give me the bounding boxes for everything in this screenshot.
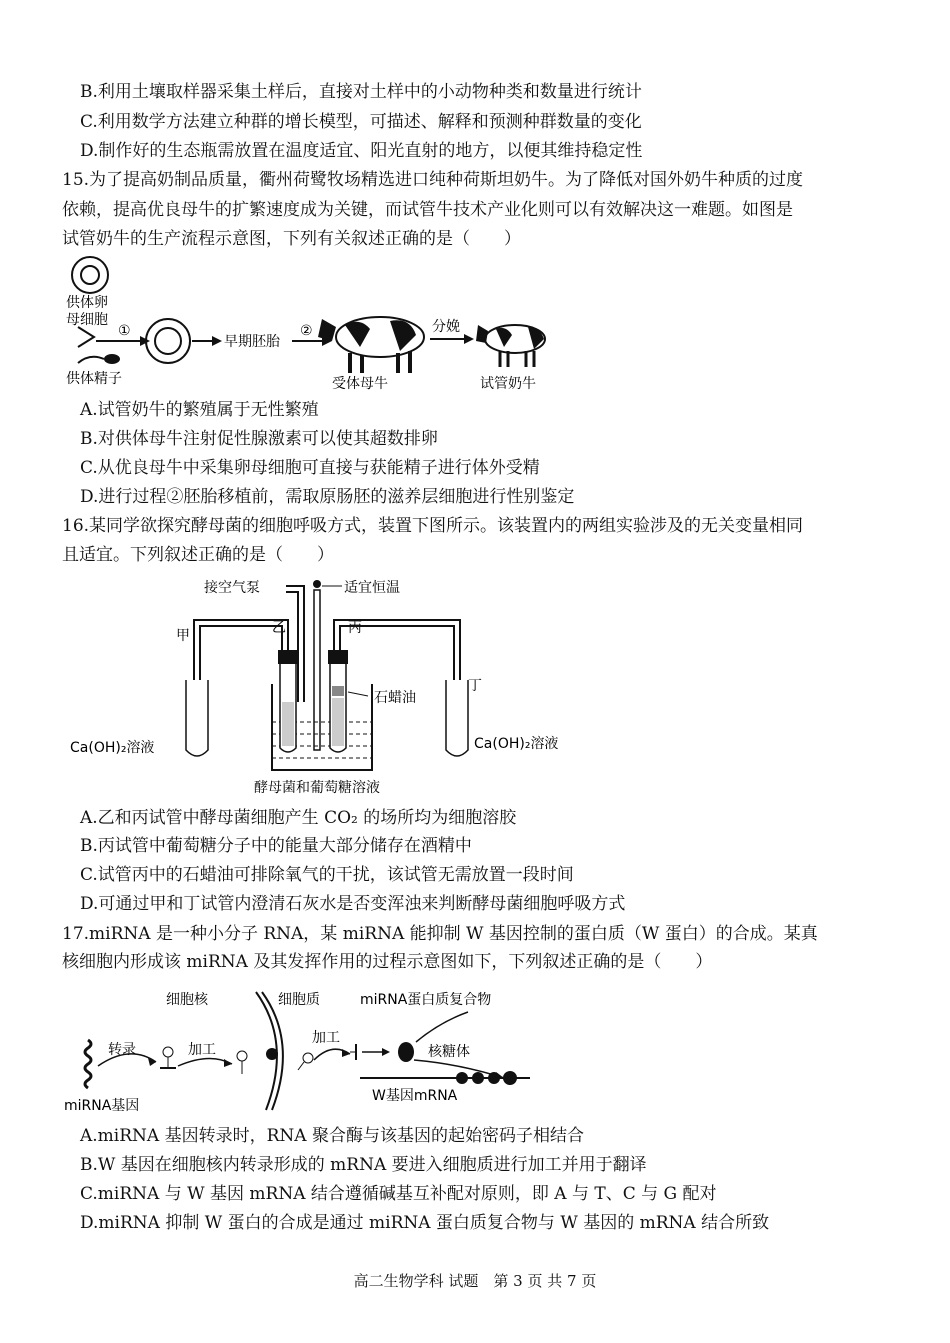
q16-option-b: B.丙试管中葡萄糖分子中的能量大部分储存在酒精中 bbox=[80, 836, 472, 856]
label-donor-egg: 供体卵 bbox=[66, 295, 108, 311]
label-ding: 丁 bbox=[468, 678, 482, 694]
label-ribosome: 核糖体 bbox=[428, 1044, 470, 1060]
label-step1: ① bbox=[118, 323, 131, 339]
recipient-cow-icon bbox=[318, 317, 424, 373]
q16-option-a: A.乙和丙试管中酵母菌细胞产生 CO₂ 的场所均为细胞溶胶 bbox=[80, 808, 517, 828]
label-processing-2: 加工 bbox=[312, 1030, 340, 1046]
label-nucleus: 细胞核 bbox=[166, 992, 208, 1008]
stopper-yi bbox=[278, 650, 298, 664]
label-recipient-cow: 受体母牛 bbox=[332, 376, 388, 392]
q15-option-c: C.从优良母牛中采集卵母细胞可直接与获能精子进行体外受精 bbox=[80, 458, 540, 478]
q15-stem-line2: 依赖，提高优良母牛的扩繁速度成为关键，而试管牛技术产业化则可以有效解决这一难题。如图是 bbox=[62, 200, 793, 220]
label-limewater-left: Ca(OH)₂溶液 bbox=[70, 740, 155, 756]
q16-stem-line1: 16.某同学欲探究酵母菌的细胞呼吸方式，装置下图所示。该装置内的两组实验涉及的无关变量相同 bbox=[62, 516, 804, 536]
stopper-bing bbox=[328, 650, 348, 664]
label-w-mrna: W基因mRNA bbox=[372, 1088, 458, 1104]
yeast-respiration-apparatus bbox=[66, 572, 596, 800]
label-donor-egg2: 母细胞 bbox=[66, 312, 108, 328]
label-air-pump: 接空气泵 bbox=[204, 580, 260, 596]
ribosome-icon bbox=[456, 1072, 468, 1084]
label-processing-1: 加工 bbox=[188, 1042, 216, 1058]
sperm-icon bbox=[78, 354, 120, 364]
q17-stem-line1: 17.miRNA 是一种小分子 RNA，某 miRNA 能抑制 W 基因控制的蛋白质（W 蛋白）的合成。某真 bbox=[62, 924, 818, 944]
q17-option-b: B.W 基因在细胞核内转录形成的 mRNA 要进入细胞质进行加工并用于翻译 bbox=[80, 1155, 647, 1175]
dna-helix-icon bbox=[85, 1040, 91, 1088]
label-test-tube-calf: 试管奶牛 bbox=[480, 376, 536, 392]
mirna-complex-icon bbox=[398, 1042, 414, 1062]
label-paraffin-oil: 石蜡油 bbox=[374, 690, 416, 706]
label-transcription: 转录 bbox=[108, 1042, 136, 1058]
ivf-cow-diagram bbox=[60, 255, 560, 395]
q17-option-d: D.miRNA 抑制 W 蛋白的合成是通过 miRNA 蛋白质复合物与 W 基因的 mRNA 结合所致 bbox=[80, 1213, 770, 1233]
q17-option-a: A.miRNA 基因转录时，RNA 聚合酶与该基因的起始密码子相结合 bbox=[80, 1126, 584, 1146]
zygote-icon bbox=[146, 319, 190, 363]
label-donor-sperm: 供体精子 bbox=[66, 371, 122, 387]
label-constant-temp: 适宜恒温 bbox=[344, 580, 400, 596]
q14-option-d: D.制作好的生态瓶需放置在温度适宜、阳光直射的地方，以便其维持稳定性 bbox=[80, 141, 643, 161]
label-early-embryo: 早期胚胎 bbox=[224, 334, 280, 350]
q15-option-d: D.进行过程②胚胎移植前，需取原肠胚的滋养层细胞进行性别鉴定 bbox=[80, 487, 575, 507]
tube-ding bbox=[446, 680, 468, 756]
q16-option-d: D.可通过甲和丁试管内澄清石灰水是否变浑浊来判断酵母菌细胞呼吸方式 bbox=[80, 894, 626, 914]
q15-option-a: A.试管奶牛的繁殖属于无性繁殖 bbox=[80, 400, 319, 420]
label-yi: 乙 bbox=[272, 620, 286, 636]
label-jia: 甲 bbox=[176, 628, 190, 644]
q15-option-b: B.对供体母牛注射促性腺激素可以使其超数排卵 bbox=[80, 429, 438, 449]
q17-stem-line2: 核细胞内形成该 miRNA 及其发挥作用的过程示意图如下，下列叙述正确的是（ ） bbox=[62, 952, 713, 972]
q17-option-c: C.miRNA 与 W 基因 mRNA 结合遵循碱基互补配对原则，即 A 与 T、C 与 G 配对 bbox=[80, 1184, 717, 1204]
label-step2: ② bbox=[300, 323, 313, 339]
q16-stem-line2: 且适宜。下列叙述正确的是（ ） bbox=[62, 545, 334, 565]
page-footer: 高二生物学科 试题 第 3 页 共 7 页 bbox=[353, 1272, 597, 1290]
label-mirna-complex: miRNA蛋白质复合物 bbox=[360, 992, 492, 1008]
q16-option-c: C.试管丙中的石蜡油可排除氧气的干扰，该试管无需放置一段时间 bbox=[80, 865, 574, 885]
oocyte-icon bbox=[72, 257, 108, 293]
label-yeast-glucose: 酵母菌和葡萄糖溶液 bbox=[254, 780, 380, 796]
thermometer-icon bbox=[314, 590, 320, 750]
mirna-process-diagram bbox=[60, 982, 560, 1114]
label-limewater-right: Ca(OH)₂溶液 bbox=[474, 736, 559, 752]
tube-jia bbox=[186, 680, 208, 756]
label-birth: 分娩 bbox=[432, 319, 460, 335]
calf-icon bbox=[476, 325, 545, 367]
q14-option-c: C.利用数学方法建立种群的增长模型，可描述、解释和预测种群数量的变化 bbox=[80, 112, 642, 132]
label-mirna-gene: miRNA基因 bbox=[64, 1098, 140, 1114]
nuclear-pore-icon bbox=[266, 1048, 278, 1060]
q15-stem-line3: 试管奶牛的生产流程示意图，下列有关叙述正确的是（ ） bbox=[62, 229, 521, 249]
q15-stem-line1: 15.为了提高奶制品质量，衢州荷鹭牧场精选进口纯种荷斯坦奶牛。为了降低对国外奶牛种质的过度 bbox=[62, 170, 804, 190]
q14-option-b: B.利用土壤取样器采集土样后，直接对土样中的小动物种类和数量进行统计 bbox=[80, 82, 642, 102]
label-cytoplasm: 细胞质 bbox=[278, 992, 320, 1008]
label-bing: 丙 bbox=[348, 620, 362, 636]
